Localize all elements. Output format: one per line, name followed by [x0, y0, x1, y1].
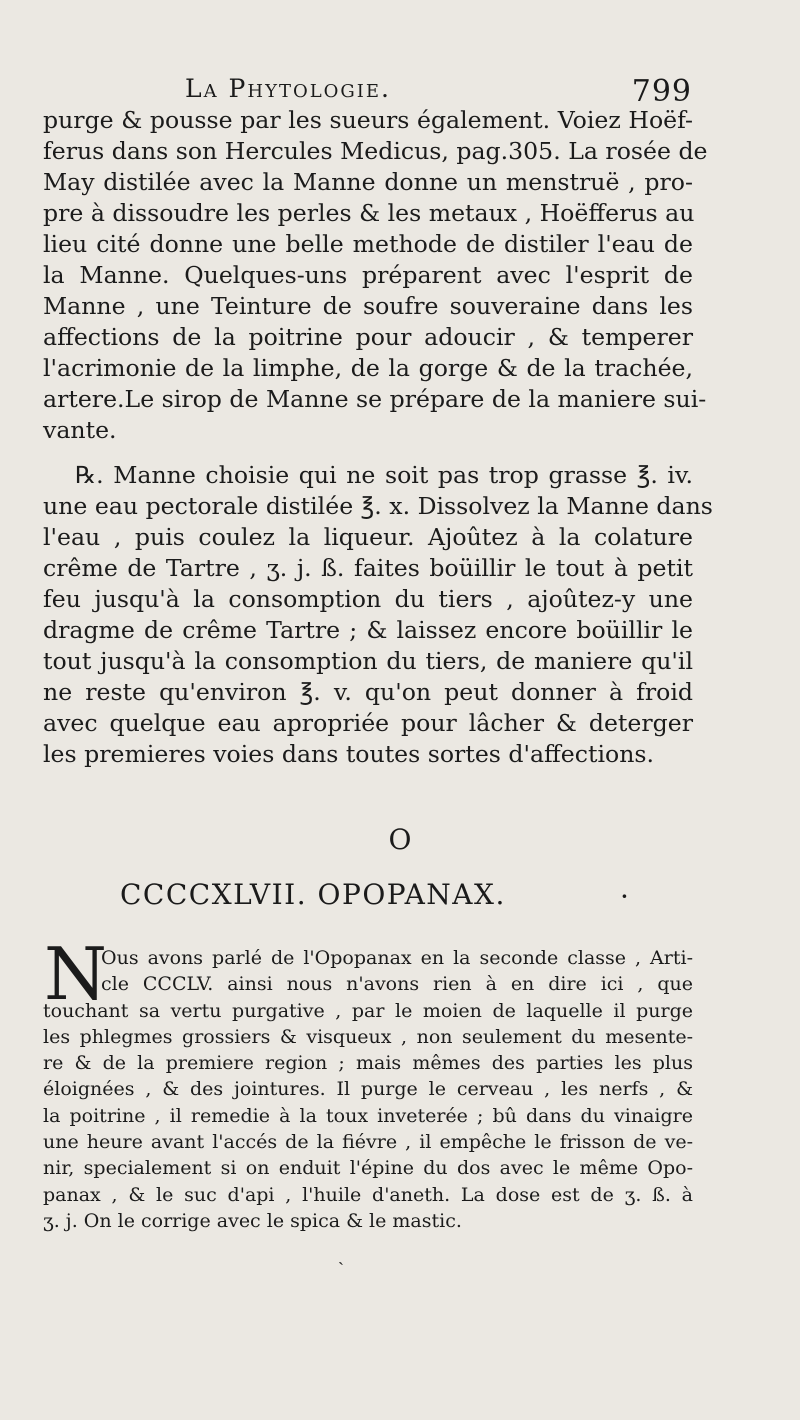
heading-ornament: ·: [620, 880, 629, 913]
recipe-line: les premieres voies dans toutes sortes d'affections.: [43, 740, 655, 768]
recipe-paragraph: [43, 460, 713, 770]
drop-cap: N: [44, 932, 107, 1016]
recipe-line: avec quelque eau apropriée pour lâcher & deterger: [43, 709, 693, 737]
article-line: nir, specialement si on enduit l'épine du dos avec le même Opo-: [43, 1157, 693, 1180]
text-line: ferus dans son Hercules Medicus, pag.305. La rosée de: [43, 137, 708, 165]
text-line: pre à dissoudre les perles & les metaux , Hoëfferus au: [43, 199, 695, 227]
running-title: La Phytologie.: [185, 74, 391, 103]
recipe-line: tout jusqu'à la consomption du tiers, de maniere qu'il: [43, 647, 693, 675]
recipe-line: une eau pectorale distilée ℥. x. Dissolvez la Manne dans: [43, 492, 713, 520]
footer-mark: ˎ: [338, 1245, 344, 1266]
article-line: Ous avons parlé de l'Opopanax en la seconde classe , Arti-: [101, 947, 693, 969]
article-line: ʒ. j. On le corrige avec le spica & le mastic.: [43, 1209, 462, 1232]
article-line: cle CCCLV. ainsi nous n'avons rien à en dire ici , que: [101, 973, 693, 996]
paragraph-manne: [43, 105, 708, 446]
section-letter: O: [388, 823, 412, 856]
text-line: Manne , une Teinture de soufre souveraine dans les: [43, 292, 693, 320]
article-line: touchant sa vertu purgative , par le moien de laquelle il purge: [43, 999, 693, 1022]
recipe-line: feu jusqu'à la consomption du tiers , ajoûtez-y une: [43, 585, 693, 613]
recipe-line: dragme de crême Tartre ; & laissez encore boüillir le: [43, 616, 693, 644]
article-heading: CCCCXLVII. OPOPANAX.: [120, 878, 506, 911]
recipe-line: ne reste qu'environ ℥. v. qu'on peut donner à froid: [43, 678, 693, 706]
text-line: affections de la poitrine pour adoucir , & temperer: [43, 323, 693, 351]
text-line: purge & pousse par les sueurs également. Voiez Hoëf-: [43, 106, 693, 134]
recipe-line: crême de Tartre , ʒ. j. ß. faites boüillir le tout à petit: [43, 554, 693, 582]
text-line: lieu cité donne une belle methode de distiler l'eau de: [43, 230, 693, 258]
article-line: re & de la premiere region ; mais mêmes des parties les plus: [43, 1052, 693, 1075]
article-line: une heure avant l'accés de la fiévre , il empêche le frisson de ve-: [43, 1131, 693, 1154]
page-number: 799: [631, 74, 692, 109]
opopanax-paragraph: [43, 945, 693, 1234]
text-line: l'acrimonie de la limphe, de la gorge & de la trachée,: [43, 354, 693, 382]
article-line: panax , & le suc d'api , l'huile d'aneth. La dose est de ʒ. ß. à: [43, 1183, 693, 1206]
recipe-line: ℞. Manne choisie qui ne soit pas trop grasse ℥. iv.: [75, 461, 693, 489]
article-line: les phlegmes grossiers & visqueux , non seulement du mesente-: [43, 1025, 693, 1048]
text-line: la Manne. Quelques-uns préparent avec l'esprit de: [43, 261, 693, 289]
text-line: May distilée avec la Manne donne un menstruë , pro-: [43, 168, 693, 196]
recipe-line: l'eau , puis coulez la liqueur. Ajoûtez à la colature: [43, 523, 693, 551]
article-line: éloignées , & des jointures. Il purge le cerveau , les nerfs , &: [43, 1078, 693, 1101]
text-line: vante.: [43, 416, 117, 444]
article-line: la poitrine , il remedie à la toux inveterée ; bû dans du vinaigre: [43, 1104, 693, 1127]
text-line: artere.Le sirop de Manne se prépare de la maniere sui-: [43, 385, 707, 413]
